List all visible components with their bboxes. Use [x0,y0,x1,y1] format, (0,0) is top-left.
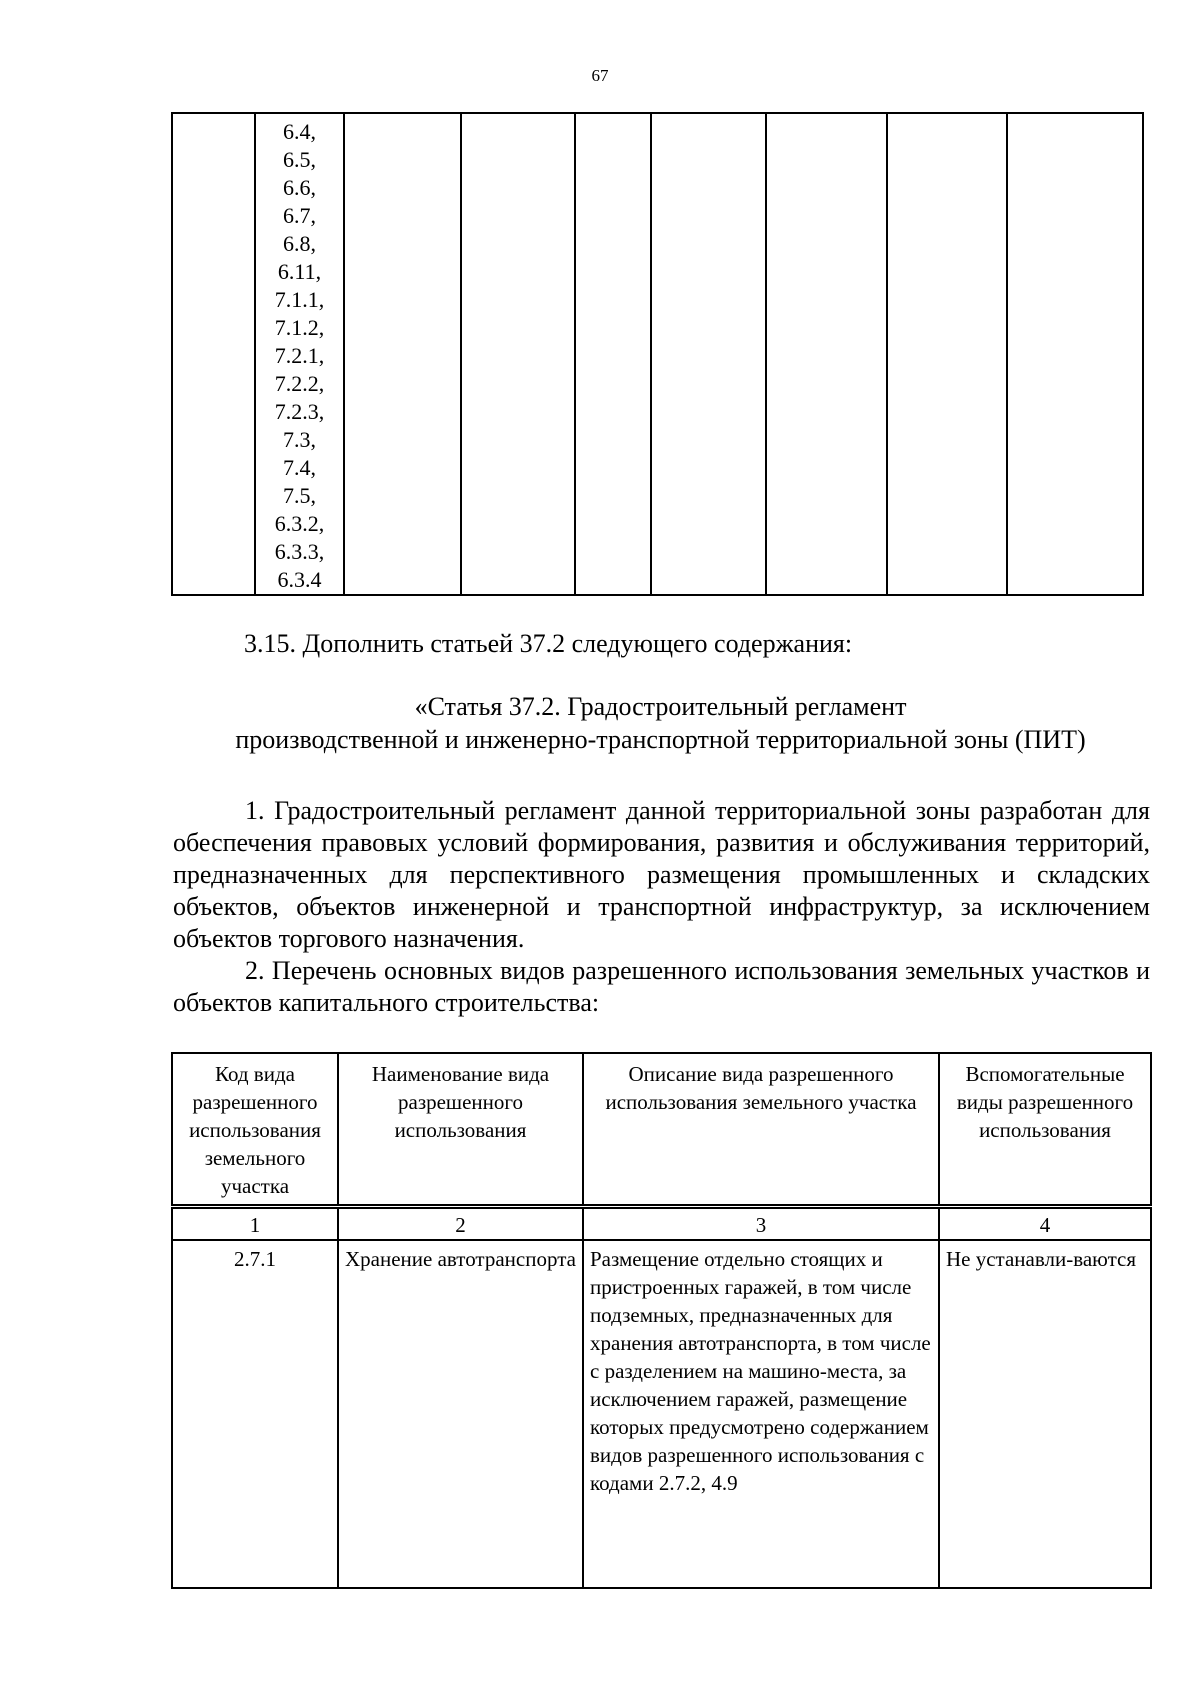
codes-list [256,114,343,594]
cell-code: 2.7.1 [172,1240,338,1588]
column-number: 2 [338,1207,583,1241]
code-item: 7.1.1, [274,287,325,312]
code-item: 7.4, [283,455,316,480]
cell-description: Размещение отдельно стоящих и пристроенных гаражей, в том числе подземных, предназначенных для хранения автотранспорта, в том числе с разделением на машино-места, за исключением гаражей, размещение которых предусмотрено содержанием видов разрешенного использования с кодами 2.7.2, 4.9 [583,1240,939,1588]
table-cell-empty [651,113,766,595]
page-number: 67 [591,66,609,85]
table-cell-empty [461,113,575,595]
table-header-row [172,1053,1151,1207]
header-code: Код вида разрешенного использования земельного участка [172,1053,338,1207]
table-row [172,1240,1151,1588]
column-number: 4 [939,1207,1151,1241]
code-item: 6.3.2, [274,511,325,536]
table-cell-empty [1007,113,1143,595]
article-title-line-2: производственной и инженерно-транспортной территориальной зоны (ПИТ) [235,725,1086,754]
table-cell-empty [344,113,461,595]
code-item: 6.5, [283,147,316,172]
code-item: 6.6, [283,175,316,200]
code-item: 6.8, [283,231,316,256]
code-item: 6.3.4 [277,567,322,592]
header-name: Наименование вида разрешенного использования [338,1053,583,1207]
article-title-line-1: «Статья 37.2. Градостроительный регламент [414,692,907,721]
article-title [171,690,1150,756]
column-number-row [172,1207,1151,1241]
item-3-15: 3.15. Дополнить статьей 37.2 следующего содержания: [244,629,853,658]
code-item: 6.11, [277,259,322,284]
continuation-table [171,112,1144,596]
cell-auxiliary: Не устанавли-ваются [939,1240,1151,1588]
code-item: 7.2.1, [274,343,325,368]
code-item: 7.1.2, [274,315,325,340]
column-number: 3 [583,1207,939,1241]
table-cell-empty [575,113,651,595]
column-number: 1 [172,1207,338,1241]
code-item: 6.4, [283,119,316,144]
table-cell-empty [766,113,887,595]
code-item: 6.3.3, [274,539,325,564]
permitted-use-table [171,1052,1152,1589]
article-body [173,795,1150,1019]
code-item: 6.7, [283,203,316,228]
code-item: 7.3, [283,427,316,452]
paragraph-1: 1. Градостроительный регламент данной территориальной зоны разработан для обеспечения правовых условий формирования, развития и обслуживания территорий, предназначенных для перспективного размещения промышленных и складских объектов, объектов инженерной и транспортной инфраструктур, за исключением объектов торгового назначения. [173,796,1150,953]
codes-cell [255,113,344,595]
cell-name: Хранение автотранспорта [338,1240,583,1588]
paragraph-2: 2. Перечень основных видов разрешенного использования земельных участков и объектов капитального строительства: [173,956,1150,1017]
table-cell-empty [887,113,1007,595]
code-item: 7.2.3, [274,399,325,424]
header-auxiliary: Вспомогательные виды разрешенного использования [939,1053,1151,1207]
code-item: 7.2.2, [274,371,325,396]
header-description: Описание вида разрешенного использования земельного участка [583,1053,939,1207]
code-item: 7.5, [283,483,316,508]
table-cell-empty [172,113,255,595]
